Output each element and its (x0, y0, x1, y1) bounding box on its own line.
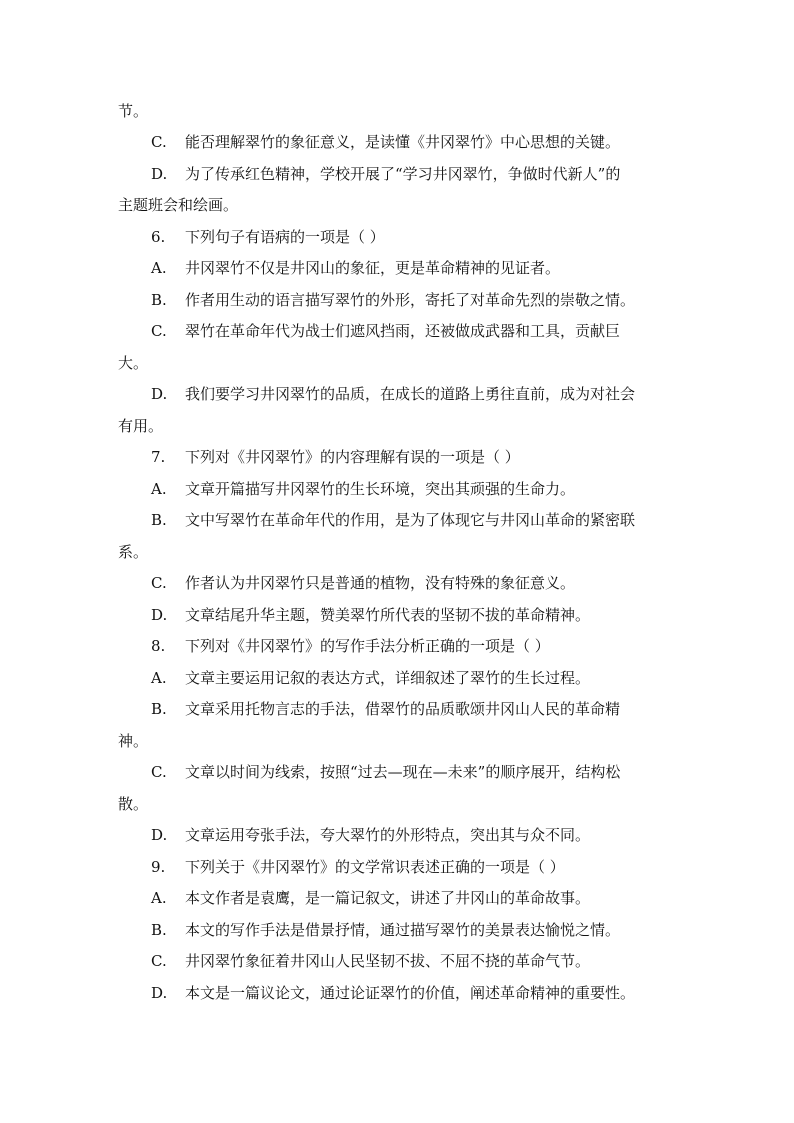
text-line: 节。 (118, 102, 149, 120)
option-d: D. 我们要学习井冈翠竹的品质，在成长的道路上勇往直前，成为对社会 (151, 385, 636, 403)
option-a: A. 文章主要运用记叙的表达方式，详细叙述了翠竹的生长过程。 (151, 669, 591, 687)
option-d: D. 本文是一篇议论文，通过论证翠竹的价值，阐述革命精神的重要性。 (151, 984, 636, 1002)
option-d: D. 文章结尾升华主题，赞美翠竹所代表的坚韧不拔的革命精神。 (151, 606, 591, 624)
text-line: 散。 (118, 795, 149, 813)
option-c: C. 翠竹在革命年代为战士们遮风挡雨，还被做成武器和工具，贡献巨 (151, 322, 621, 340)
option-b: B. 作者用生动的语言描写翠竹的外形，寄托了对革命先烈的崇敬之情。 (151, 291, 636, 309)
question-6: 6. 下列句子有语病的一项是（ ） (151, 228, 385, 246)
option-a: A. 文章开篇描写井冈翠竹的生长环境，突出其顽强的生命力。 (151, 480, 576, 498)
text-line: 大。 (118, 354, 149, 372)
option-c: C. 井冈翠竹象征着井冈山人民坚韧不拔、不屈不挠的革命气节。 (151, 952, 591, 970)
text-line: 有用。 (118, 417, 164, 435)
text-line: 神。 (118, 732, 149, 750)
question-7: 7. 下列对《井冈翠竹》的内容理解有误的一项是（ ） (151, 448, 520, 466)
option-d: D. 为了传承红色精神，学校开展了“学习井冈翠竹，争做时代新人”的 (151, 165, 621, 183)
option-d: D. 文章运用夸张手法，夸大翠竹的外形特点，突出其与众不同。 (151, 826, 591, 844)
option-b: B. 文中写翠竹在革命年代的作用，是为了体现它与井冈山革命的紧密联 (151, 511, 636, 529)
option-a: A. 井冈翠竹不仅是井冈山的象征，更是革命精神的见证者。 (151, 259, 561, 277)
option-c: C. 作者认为井冈翠竹只是普通的植物，没有特殊的象征意义。 (151, 574, 576, 592)
text-line: 系。 (118, 543, 149, 561)
question-9: 9. 下列关于《井冈翠竹》的文学常识表述正确的一项是（ ） (151, 858, 565, 876)
option-c: C. 能否理解翠竹的象征意义，是读懂《井冈翠竹》中心思想的关键。 (151, 133, 621, 151)
option-a: A. 本文作者是袁鹰，是一篇记叙文，讲述了井冈山的革命故事。 (151, 889, 591, 907)
option-c: C. 文章以时间为线索，按照“过去—现在—未来”的顺序展开，结构松 (151, 763, 621, 781)
option-b: B. 本文的写作手法是借景抒情，通过描写翠竹的美景表达愉悦之情。 (151, 921, 621, 939)
question-8: 8. 下列对《井冈翠竹》的写作手法分析正确的一项是（ ） (151, 637, 550, 655)
option-b: B. 文章采用托物言志的手法，借翠竹的品质歌颂井冈山人民的革命精 (151, 700, 621, 718)
text-line: 主题班会和绘画。 (118, 196, 239, 214)
